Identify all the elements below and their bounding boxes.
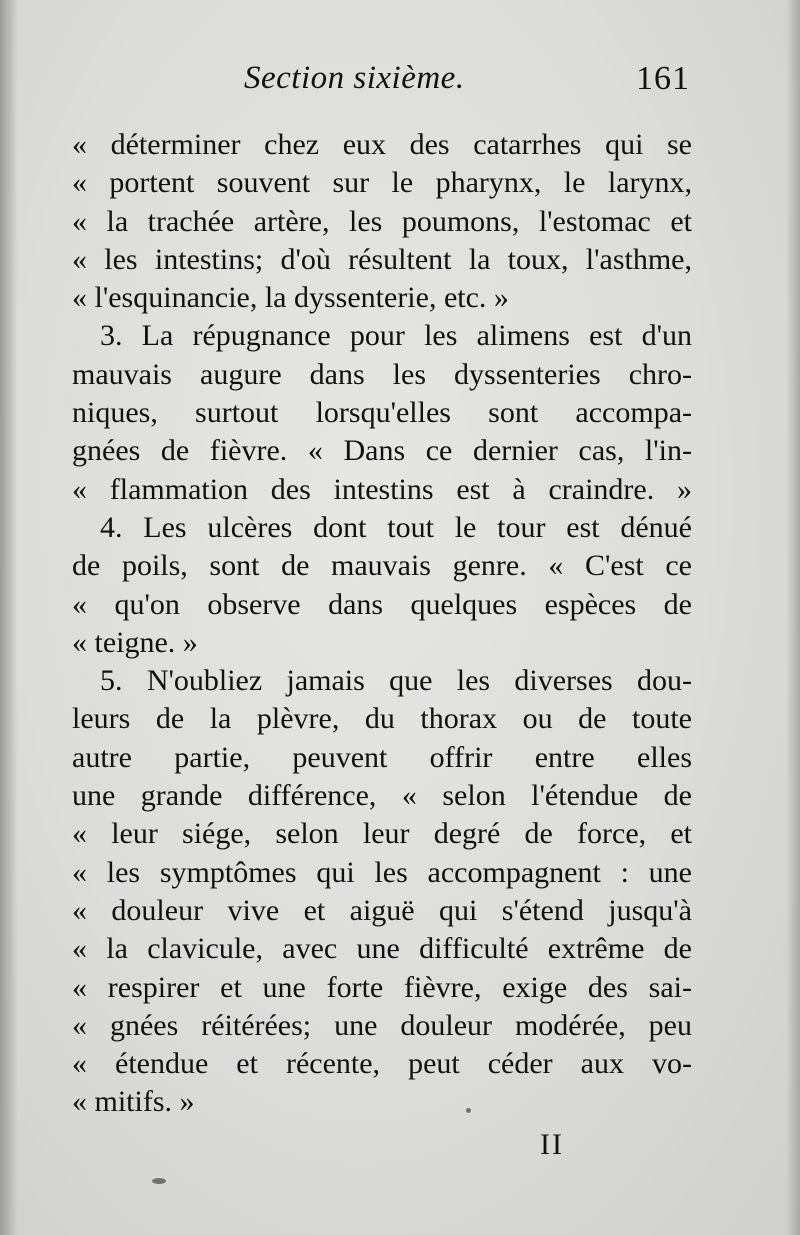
- page-edge-shadow-left: [0, 0, 18, 1235]
- text-line: « la clavicule, avec une difficulté extrême de: [72, 932, 692, 966]
- ink-speck: [466, 1108, 471, 1113]
- text-line: « la trachée artère, les poumons, l'estomac et: [72, 204, 692, 238]
- text-line: « respirer et une forte fièvre, exige des sai-: [72, 970, 692, 1004]
- text-line: « teigne. »: [72, 625, 198, 659]
- page-number: 161: [636, 60, 690, 97]
- text-line: « déterminer chez eux des catarrhes qui se: [72, 128, 692, 161]
- text-line: mauvais augure dans les dyssenteries chro-: [72, 357, 692, 391]
- text-line: « l'esquinancie, la dyssenterie, etc. »: [72, 281, 509, 315]
- running-head-title: Section sixième.: [244, 60, 465, 96]
- text-line: « gnées réitérées; une douleur modérée, peu: [72, 1008, 692, 1042]
- text-line: « mitifs. »: [72, 1085, 195, 1119]
- text-line: « les intestins; d'où résultent la toux, l'asthme,: [72, 242, 692, 276]
- text-line: 5. N'oubliez jamais que les diverses dou-: [100, 664, 692, 698]
- text-line: « étendue et récente, peut céder aux vo-: [72, 1047, 692, 1081]
- text-line: « qu'on observe dans quelques espèces de: [72, 587, 692, 621]
- page-edge-shadow-right: [786, 0, 800, 1235]
- text-line: une grande différence, « selon l'étendue de: [72, 779, 692, 813]
- text-line: leurs de la plèvre, du thorax ou de toute: [72, 702, 692, 736]
- text-line: « flammation des intestins est à craindre. »: [72, 472, 692, 506]
- text-line: « portent souvent sur le pharynx, le larynx,: [72, 166, 692, 200]
- body-text: [72, 126, 692, 1122]
- text-line: de poils, sont de mauvais genre. « C'est ce: [72, 549, 692, 583]
- signature-mark: II: [540, 1128, 564, 1161]
- text-line: « douleur vive et aiguë qui s'étend jusqu'à: [72, 893, 692, 927]
- text-line: 3. La répugnance pour les alimens est d'un: [100, 319, 692, 353]
- text-line: niques, surtout lorsqu'elles sont accompa-: [72, 396, 692, 430]
- text-line: « les symptômes qui les accompagnent : une: [72, 855, 692, 889]
- text-line: gnées de fièvre. « Dans ce dernier cas, l'in-: [72, 434, 692, 468]
- text-line: autre partie, peuvent offrir entre elles: [72, 740, 692, 774]
- ink-speck: [152, 1178, 166, 1184]
- text-line: « leur siége, selon leur degré de force, et: [72, 817, 692, 851]
- text-line: 4. Les ulcères dont tout le tour est dénué: [100, 510, 692, 544]
- running-head: [72, 58, 690, 108]
